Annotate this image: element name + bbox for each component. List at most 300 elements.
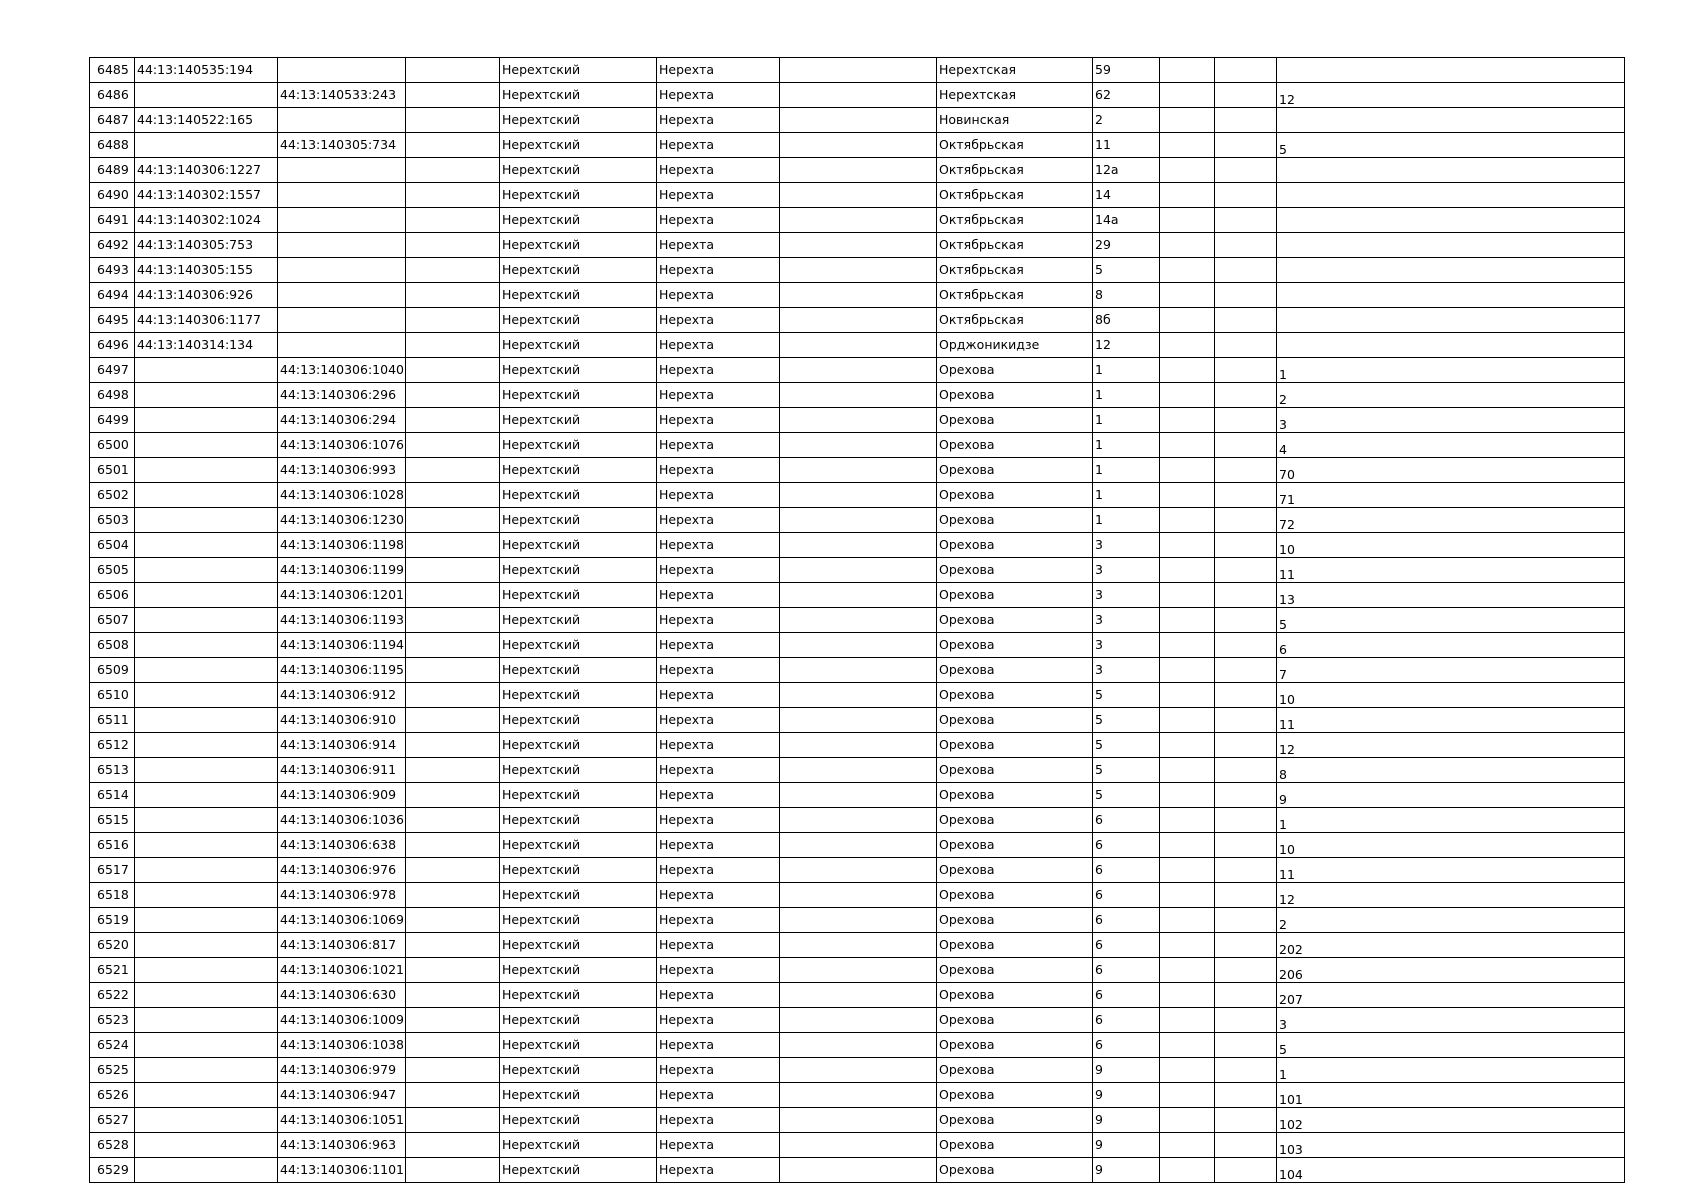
empty-cell bbox=[406, 883, 500, 908]
town-cell: Нерехта bbox=[657, 733, 780, 758]
street-cell: Октябрьская bbox=[937, 258, 1093, 283]
empty-cell bbox=[1215, 758, 1277, 783]
empty-cell bbox=[1215, 633, 1277, 658]
empty-cell bbox=[406, 1108, 500, 1133]
cadastral-number-cell: 44:13:140535:194 bbox=[135, 58, 278, 83]
street-cell: Орехова bbox=[937, 483, 1093, 508]
cadastral-number-cell bbox=[135, 758, 278, 783]
street-cell: Орехова bbox=[937, 708, 1093, 733]
district-cell: Нерехтский bbox=[500, 883, 657, 908]
cadastral-number-cell bbox=[135, 408, 278, 433]
row-number-cell: 6521 bbox=[90, 958, 135, 983]
document-page bbox=[89, 57, 1625, 1183]
empty-cell bbox=[1160, 708, 1215, 733]
empty-cell bbox=[780, 208, 937, 233]
row-number-cell: 6504 bbox=[90, 533, 135, 558]
building-cadastral-number-cell: 44:13:140306:1198 bbox=[278, 533, 406, 558]
building-cadastral-number-cell: 44:13:140306:912 bbox=[278, 683, 406, 708]
empty-cell bbox=[406, 433, 500, 458]
empty-cell bbox=[1160, 483, 1215, 508]
empty-cell bbox=[1160, 1058, 1215, 1083]
cadastral-number-cell bbox=[135, 358, 278, 383]
town-cell: Нерехта bbox=[657, 683, 780, 708]
house-number-cell: 9 bbox=[1093, 1158, 1160, 1183]
street-cell: Орехова bbox=[937, 658, 1093, 683]
town-cell: Нерехта bbox=[657, 1008, 780, 1033]
building-cadastral-number-cell: 44:13:140306:296 bbox=[278, 383, 406, 408]
empty-cell bbox=[780, 583, 937, 608]
empty-cell bbox=[780, 833, 937, 858]
empty-cell bbox=[1215, 658, 1277, 683]
empty-cell bbox=[1160, 783, 1215, 808]
cadastral-number-cell bbox=[135, 608, 278, 633]
street-cell: Орехова bbox=[937, 1133, 1093, 1158]
district-cell: Нерехтский bbox=[500, 733, 657, 758]
building-cadastral-number-cell bbox=[278, 58, 406, 83]
district-cell: Нерехтский bbox=[500, 483, 657, 508]
building-cadastral-number-cell: 44:13:140306:1051 bbox=[278, 1108, 406, 1133]
street-cell: Орехова bbox=[937, 783, 1093, 808]
table-row bbox=[90, 733, 1625, 758]
empty-cell bbox=[406, 1008, 500, 1033]
house-number-cell: 3 bbox=[1093, 533, 1160, 558]
cadastral-number-cell bbox=[135, 558, 278, 583]
building-cadastral-number-cell bbox=[278, 183, 406, 208]
cadastral-number-cell: 44:13:140314:134 bbox=[135, 333, 278, 358]
cadastral-number-cell: 44:13:140305:753 bbox=[135, 233, 278, 258]
apartment-number-cell bbox=[1277, 183, 1625, 208]
empty-cell bbox=[1215, 1158, 1277, 1183]
table-row bbox=[90, 408, 1625, 433]
cadastral-number-cell bbox=[135, 858, 278, 883]
empty-cell bbox=[406, 133, 500, 158]
empty-cell bbox=[1215, 958, 1277, 983]
district-cell: Нерехтский bbox=[500, 1083, 657, 1108]
building-cadastral-number-cell bbox=[278, 258, 406, 283]
town-cell: Нерехта bbox=[657, 758, 780, 783]
empty-cell bbox=[1215, 808, 1277, 833]
row-number-cell: 6527 bbox=[90, 1108, 135, 1133]
building-cadastral-number-cell: 44:13:140306:993 bbox=[278, 458, 406, 483]
empty-cell bbox=[1160, 758, 1215, 783]
table-row bbox=[90, 133, 1625, 158]
district-cell: Нерехтский bbox=[500, 758, 657, 783]
town-cell: Нерехта bbox=[657, 208, 780, 233]
house-number-cell: 11 bbox=[1093, 133, 1160, 158]
district-cell: Нерехтский bbox=[500, 383, 657, 408]
town-cell: Нерехта bbox=[657, 383, 780, 408]
table-row bbox=[90, 183, 1625, 208]
district-cell: Нерехтский bbox=[500, 683, 657, 708]
empty-cell bbox=[1215, 408, 1277, 433]
cadastral-number-cell: 44:13:140522:165 bbox=[135, 108, 278, 133]
house-number-cell: 59 bbox=[1093, 58, 1160, 83]
table-row bbox=[90, 108, 1625, 133]
empty-cell bbox=[780, 158, 937, 183]
empty-cell bbox=[406, 258, 500, 283]
house-number-cell: 6 bbox=[1093, 858, 1160, 883]
cadastral-number-cell bbox=[135, 433, 278, 458]
town-cell: Нерехта bbox=[657, 808, 780, 833]
empty-cell bbox=[780, 183, 937, 208]
town-cell: Нерехта bbox=[657, 908, 780, 933]
address-table bbox=[89, 57, 1625, 1183]
house-number-cell: 9 bbox=[1093, 1133, 1160, 1158]
table-row bbox=[90, 983, 1625, 1008]
cadastral-number-cell bbox=[135, 1133, 278, 1158]
empty-cell bbox=[406, 608, 500, 633]
apartment-number-cell: 12 bbox=[1277, 883, 1625, 908]
apartment-number-cell: 6 bbox=[1277, 633, 1625, 658]
empty-cell bbox=[406, 558, 500, 583]
district-cell: Нерехтский bbox=[500, 358, 657, 383]
empty-cell bbox=[780, 783, 937, 808]
empty-cell bbox=[1215, 208, 1277, 233]
table-body bbox=[90, 58, 1625, 1183]
empty-cell bbox=[780, 808, 937, 833]
town-cell: Нерехта bbox=[657, 458, 780, 483]
building-cadastral-number-cell bbox=[278, 283, 406, 308]
cadastral-number-cell bbox=[135, 1158, 278, 1183]
house-number-cell: 1 bbox=[1093, 508, 1160, 533]
building-cadastral-number-cell: 44:13:140306:1021 bbox=[278, 958, 406, 983]
empty-cell bbox=[406, 108, 500, 133]
street-cell: Октябрьская bbox=[937, 208, 1093, 233]
apartment-number-cell: 206 bbox=[1277, 958, 1625, 983]
empty-cell bbox=[406, 733, 500, 758]
empty-cell bbox=[406, 533, 500, 558]
house-number-cell: 5 bbox=[1093, 683, 1160, 708]
empty-cell bbox=[780, 733, 937, 758]
empty-cell bbox=[1215, 358, 1277, 383]
district-cell: Нерехтский bbox=[500, 958, 657, 983]
empty-cell bbox=[1215, 458, 1277, 483]
building-cadastral-number-cell bbox=[278, 308, 406, 333]
apartment-number-cell: 7 bbox=[1277, 658, 1625, 683]
table-row bbox=[90, 158, 1625, 183]
empty-cell bbox=[1215, 383, 1277, 408]
house-number-cell: 6 bbox=[1093, 808, 1160, 833]
empty-cell bbox=[780, 58, 937, 83]
town-cell: Нерехта bbox=[657, 933, 780, 958]
street-cell: Орехова bbox=[937, 358, 1093, 383]
empty-cell bbox=[780, 933, 937, 958]
empty-cell bbox=[780, 908, 937, 933]
district-cell: Нерехтский bbox=[500, 1108, 657, 1133]
row-number-cell: 6517 bbox=[90, 858, 135, 883]
street-cell: Орехова bbox=[937, 683, 1093, 708]
house-number-cell: 6 bbox=[1093, 908, 1160, 933]
row-number-cell: 6496 bbox=[90, 333, 135, 358]
district-cell: Нерехтский bbox=[500, 508, 657, 533]
house-number-cell: 5 bbox=[1093, 758, 1160, 783]
empty-cell bbox=[406, 683, 500, 708]
cadastral-number-cell bbox=[135, 1083, 278, 1108]
empty-cell bbox=[1160, 958, 1215, 983]
empty-cell bbox=[1215, 333, 1277, 358]
street-cell: Октябрьская bbox=[937, 183, 1093, 208]
empty-cell bbox=[1215, 83, 1277, 108]
row-number-cell: 6487 bbox=[90, 108, 135, 133]
house-number-cell: 5 bbox=[1093, 783, 1160, 808]
row-number-cell: 6529 bbox=[90, 1158, 135, 1183]
apartment-number-cell: 11 bbox=[1277, 858, 1625, 883]
empty-cell bbox=[780, 1108, 937, 1133]
district-cell: Нерехтский bbox=[500, 108, 657, 133]
empty-cell bbox=[1160, 858, 1215, 883]
district-cell: Нерехтский bbox=[500, 133, 657, 158]
table-row bbox=[90, 908, 1625, 933]
row-number-cell: 6510 bbox=[90, 683, 135, 708]
table-row bbox=[90, 1108, 1625, 1133]
house-number-cell: 1 bbox=[1093, 433, 1160, 458]
empty-cell bbox=[780, 683, 937, 708]
empty-cell bbox=[1215, 158, 1277, 183]
table-row bbox=[90, 708, 1625, 733]
empty-cell bbox=[1160, 583, 1215, 608]
empty-cell bbox=[1160, 608, 1215, 633]
apartment-number-cell: 103 bbox=[1277, 1133, 1625, 1158]
empty-cell bbox=[1160, 1083, 1215, 1108]
town-cell: Нерехта bbox=[657, 1108, 780, 1133]
empty-cell bbox=[780, 1008, 937, 1033]
building-cadastral-number-cell bbox=[278, 333, 406, 358]
empty-cell bbox=[406, 508, 500, 533]
town-cell: Нерехта bbox=[657, 883, 780, 908]
cadastral-number-cell bbox=[135, 458, 278, 483]
street-cell: Нерехтская bbox=[937, 58, 1093, 83]
empty-cell bbox=[406, 358, 500, 383]
district-cell: Нерехтский bbox=[500, 558, 657, 583]
empty-cell bbox=[1160, 458, 1215, 483]
apartment-number-cell: 5 bbox=[1277, 608, 1625, 633]
town-cell: Нерехта bbox=[657, 558, 780, 583]
street-cell: Октябрьская bbox=[937, 158, 1093, 183]
apartment-number-cell: 2 bbox=[1277, 908, 1625, 933]
house-number-cell: 6 bbox=[1093, 883, 1160, 908]
apartment-number-cell: 207 bbox=[1277, 983, 1625, 1008]
town-cell: Нерехта bbox=[657, 1158, 780, 1183]
town-cell: Нерехта bbox=[657, 858, 780, 883]
house-number-cell: 12а bbox=[1093, 158, 1160, 183]
house-number-cell: 1 bbox=[1093, 383, 1160, 408]
empty-cell bbox=[406, 783, 500, 808]
empty-cell bbox=[1215, 533, 1277, 558]
empty-cell bbox=[1160, 633, 1215, 658]
cadastral-number-cell bbox=[135, 733, 278, 758]
row-number-cell: 6512 bbox=[90, 733, 135, 758]
town-cell: Нерехта bbox=[657, 583, 780, 608]
district-cell: Нерехтский bbox=[500, 908, 657, 933]
district-cell: Нерехтский bbox=[500, 333, 657, 358]
empty-cell bbox=[780, 1083, 937, 1108]
table-row bbox=[90, 308, 1625, 333]
apartment-number-cell: 104 bbox=[1277, 1158, 1625, 1183]
building-cadastral-number-cell: 44:13:140306:909 bbox=[278, 783, 406, 808]
building-cadastral-number-cell: 44:13:140306:910 bbox=[278, 708, 406, 733]
street-cell: Орехова bbox=[937, 808, 1093, 833]
empty-cell bbox=[1215, 908, 1277, 933]
district-cell: Нерехтский bbox=[500, 1033, 657, 1058]
cadastral-number-cell bbox=[135, 633, 278, 658]
apartment-number-cell: 9 bbox=[1277, 783, 1625, 808]
empty-cell bbox=[1215, 1033, 1277, 1058]
table-row bbox=[90, 608, 1625, 633]
table-row bbox=[90, 458, 1625, 483]
empty-cell bbox=[1215, 283, 1277, 308]
street-cell: Орехова bbox=[937, 633, 1093, 658]
apartment-number-cell: 3 bbox=[1277, 408, 1625, 433]
cadastral-number-cell: 44:13:140305:155 bbox=[135, 258, 278, 283]
empty-cell bbox=[406, 308, 500, 333]
cadastral-number-cell bbox=[135, 708, 278, 733]
table-row bbox=[90, 1033, 1625, 1058]
building-cadastral-number-cell: 44:13:140306:817 bbox=[278, 933, 406, 958]
empty-cell bbox=[406, 858, 500, 883]
town-cell: Нерехта bbox=[657, 1083, 780, 1108]
apartment-number-cell: 5 bbox=[1277, 1033, 1625, 1058]
town-cell: Нерехта bbox=[657, 108, 780, 133]
house-number-cell: 9 bbox=[1093, 1108, 1160, 1133]
table-row bbox=[90, 808, 1625, 833]
building-cadastral-number-cell: 44:13:140306:978 bbox=[278, 883, 406, 908]
cadastral-number-cell bbox=[135, 533, 278, 558]
empty-cell bbox=[780, 383, 937, 408]
table-row bbox=[90, 958, 1625, 983]
row-number-cell: 6486 bbox=[90, 83, 135, 108]
apartment-number-cell: 70 bbox=[1277, 458, 1625, 483]
building-cadastral-number-cell: 44:13:140306:1028 bbox=[278, 483, 406, 508]
empty-cell bbox=[1160, 1158, 1215, 1183]
cadastral-number-cell bbox=[135, 783, 278, 808]
empty-cell bbox=[1160, 1108, 1215, 1133]
cadastral-number-cell: 44:13:140306:926 bbox=[135, 283, 278, 308]
district-cell: Нерехтский bbox=[500, 158, 657, 183]
town-cell: Нерехта bbox=[657, 983, 780, 1008]
building-cadastral-number-cell: 44:13:140306:630 bbox=[278, 983, 406, 1008]
building-cadastral-number-cell: 44:13:140306:1201 bbox=[278, 583, 406, 608]
empty-cell bbox=[780, 283, 937, 308]
empty-cell bbox=[1160, 133, 1215, 158]
row-number-cell: 6488 bbox=[90, 133, 135, 158]
district-cell: Нерехтский bbox=[500, 708, 657, 733]
empty-cell bbox=[780, 258, 937, 283]
house-number-cell: 62 bbox=[1093, 83, 1160, 108]
street-cell: Октябрьская bbox=[937, 308, 1093, 333]
district-cell: Нерехтский bbox=[500, 1058, 657, 1083]
house-number-cell: 5 bbox=[1093, 258, 1160, 283]
table-row bbox=[90, 358, 1625, 383]
house-number-cell: 6 bbox=[1093, 1008, 1160, 1033]
empty-cell bbox=[780, 858, 937, 883]
empty-cell bbox=[406, 983, 500, 1008]
table-row bbox=[90, 558, 1625, 583]
empty-cell bbox=[1215, 483, 1277, 508]
street-cell: Орехова bbox=[937, 1083, 1093, 1108]
empty-cell bbox=[1215, 583, 1277, 608]
building-cadastral-number-cell: 44:13:140306:1036 bbox=[278, 808, 406, 833]
house-number-cell: 14 bbox=[1093, 183, 1160, 208]
empty-cell bbox=[1160, 58, 1215, 83]
table-row bbox=[90, 508, 1625, 533]
cadastral-number-cell bbox=[135, 583, 278, 608]
empty-cell bbox=[1160, 558, 1215, 583]
apartment-number-cell: 13 bbox=[1277, 583, 1625, 608]
empty-cell bbox=[780, 408, 937, 433]
town-cell: Нерехта bbox=[657, 133, 780, 158]
empty-cell bbox=[406, 933, 500, 958]
house-number-cell: 12 bbox=[1093, 333, 1160, 358]
town-cell: Нерехта bbox=[657, 308, 780, 333]
apartment-number-cell: 4 bbox=[1277, 433, 1625, 458]
empty-cell bbox=[406, 908, 500, 933]
district-cell: Нерехтский bbox=[500, 808, 657, 833]
street-cell: Нерехтская bbox=[937, 83, 1093, 108]
row-number-cell: 6509 bbox=[90, 658, 135, 683]
cadastral-number-cell bbox=[135, 808, 278, 833]
district-cell: Нерехтский bbox=[500, 933, 657, 958]
town-cell: Нерехта bbox=[657, 608, 780, 633]
empty-cell bbox=[1215, 858, 1277, 883]
row-number-cell: 6499 bbox=[90, 408, 135, 433]
house-number-cell: 1 bbox=[1093, 483, 1160, 508]
house-number-cell: 3 bbox=[1093, 658, 1160, 683]
cadastral-number-cell bbox=[135, 1108, 278, 1133]
street-cell: Орехова bbox=[937, 908, 1093, 933]
town-cell: Нерехта bbox=[657, 533, 780, 558]
table-row bbox=[90, 933, 1625, 958]
table-row bbox=[90, 83, 1625, 108]
house-number-cell: 5 bbox=[1093, 733, 1160, 758]
row-number-cell: 6507 bbox=[90, 608, 135, 633]
row-number-cell: 6492 bbox=[90, 233, 135, 258]
apartment-number-cell: 10 bbox=[1277, 533, 1625, 558]
empty-cell bbox=[1160, 683, 1215, 708]
town-cell: Нерехта bbox=[657, 783, 780, 808]
empty-cell bbox=[406, 658, 500, 683]
cadastral-number-cell: 44:13:140302:1024 bbox=[135, 208, 278, 233]
town-cell: Нерехта bbox=[657, 408, 780, 433]
empty-cell bbox=[1160, 908, 1215, 933]
building-cadastral-number-cell: 44:13:140306:1195 bbox=[278, 658, 406, 683]
apartment-number-cell: 10 bbox=[1277, 683, 1625, 708]
empty-cell bbox=[406, 1133, 500, 1158]
empty-cell bbox=[1160, 408, 1215, 433]
building-cadastral-number-cell: 44:13:140306:1101 bbox=[278, 1158, 406, 1183]
empty-cell bbox=[1160, 333, 1215, 358]
table-row bbox=[90, 483, 1625, 508]
street-cell: Орехова bbox=[937, 1033, 1093, 1058]
district-cell: Нерехтский bbox=[500, 658, 657, 683]
empty-cell bbox=[1215, 508, 1277, 533]
street-cell: Орехова bbox=[937, 883, 1093, 908]
street-cell: Орехова bbox=[937, 758, 1093, 783]
empty-cell bbox=[780, 1133, 937, 1158]
empty-cell bbox=[780, 983, 937, 1008]
apartment-number-cell: 8 bbox=[1277, 758, 1625, 783]
town-cell: Нерехта bbox=[657, 358, 780, 383]
apartment-number-cell bbox=[1277, 333, 1625, 358]
street-cell: Орехова bbox=[937, 733, 1093, 758]
empty-cell bbox=[1160, 433, 1215, 458]
empty-cell bbox=[1215, 883, 1277, 908]
row-number-cell: 6494 bbox=[90, 283, 135, 308]
apartment-number-cell: 102 bbox=[1277, 1108, 1625, 1133]
row-number-cell: 6513 bbox=[90, 758, 135, 783]
empty-cell bbox=[780, 533, 937, 558]
table-row bbox=[90, 283, 1625, 308]
empty-cell bbox=[1160, 833, 1215, 858]
